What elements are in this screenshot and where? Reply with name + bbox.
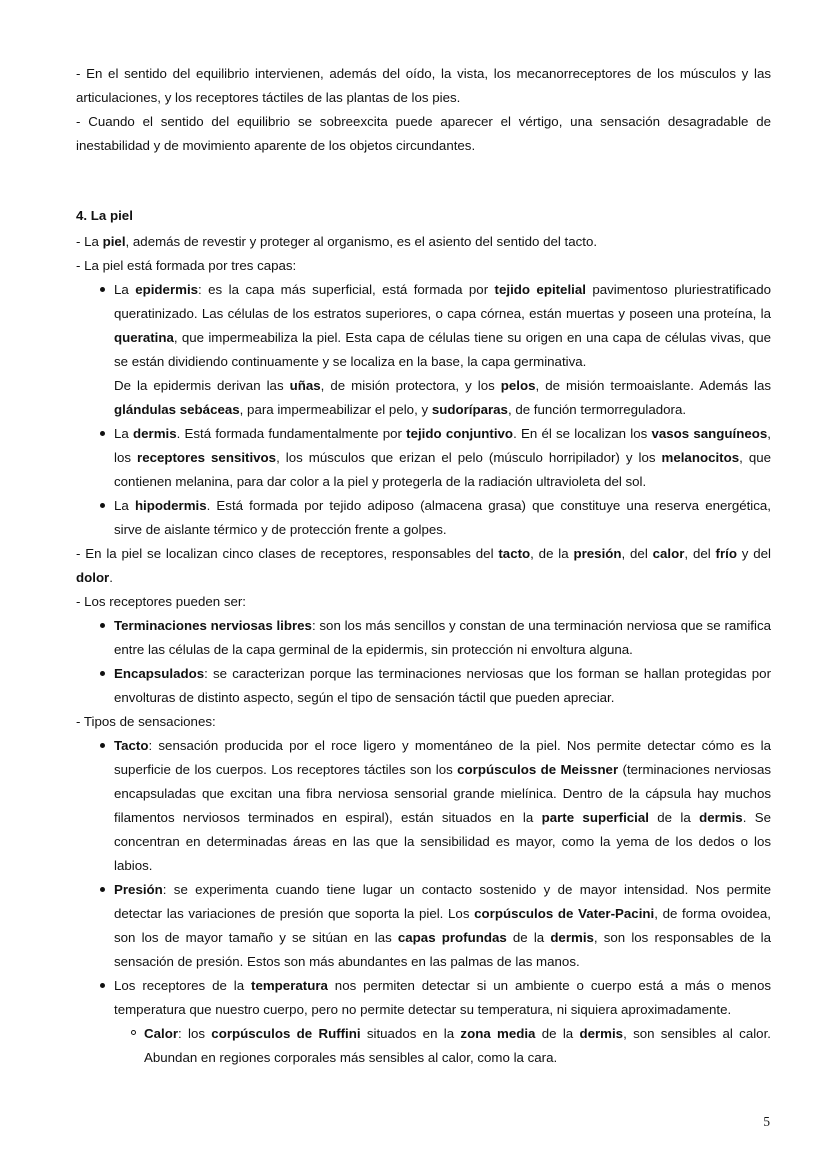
list-item-tacto: Tacto: sensación producida por el roce ligero y momentáneo de la piel. Nos permite detectar cómo es la superficie de los cuerpos. Los receptores táctiles son los corpúsculos de Meissner (terminaciones nerviosas encapsuladas que excitan una fibra nerviosa sensorial grande mielínica. Dentro de la cápsula hay muchos filamentos nerviosos terminados en espiral), están situados en la parte superficial de la dermis. Se concentran en determinadas áreas en las que la sensibilidad es mayor, como la yema de los dedos o los labios. bbox=[114, 734, 771, 878]
paragraph-receptores: - Los receptores pueden ser: bbox=[76, 594, 247, 609]
paragraph-piel: - La piel, además de revestir y proteger al organismo, es el asiento del sentido del tacto. bbox=[76, 234, 598, 249]
epidermis-derivatives: De la epidermis derivan las uñas, de misión protectora, y los pelos, de misión termoaislante. Además las glándulas sebáceas, para impermeabilizar el pelo, y sudoríparas, de función termorreguladora. bbox=[114, 378, 771, 417]
list-item-terminaciones-libres: Terminaciones nerviosas libres: son los más sencillos y constan de una terminación nerviosa que se ramifica entre las células de la capa germinal de la epidermis, sin protección ni envoltura alguna. bbox=[114, 614, 771, 662]
page-number: 5 bbox=[763, 1114, 770, 1129]
sensations-list bbox=[76, 734, 771, 1070]
layers-list bbox=[76, 278, 771, 542]
temperature-sublist bbox=[114, 1022, 771, 1070]
section-heading: 4. La piel bbox=[76, 208, 133, 223]
intro-paragraph-vertigo: - Cuando el sentido del equilibrio se sobreexcita puede aparecer el vértigo, una sensación desagradable de inestabilidad y de movimiento aparente de los objetos circundantes. bbox=[76, 114, 771, 153]
paragraph-tipos: - Tipos de sensaciones: bbox=[76, 714, 216, 729]
list-item-epidermis: La epidermis: es la capa más superficial, está formada por tejido epitelial pavimentoso pluriestratificado queratinizado. Las células de los estratos superiores, o capa córnea, están muertas y poseen una proteína, la queratina, que impermeabiliza la piel. Esta capa de células tiene su origen en una capa de células vivas, que se están dividiendo continuamente y se localiza en la base, la capa germinativa. De la epidermis derivan las uñas, de misión protectora, y los pelos, de misión termoaislante. Además las glándulas sebáceas, para impermeabilizar el pelo, y sudoríparas, de función termorreguladora. bbox=[114, 278, 771, 422]
spacer bbox=[76, 158, 771, 182]
paragraph-capas: - La piel está formada por tres capas: bbox=[76, 258, 297, 273]
list-item-dermis: La dermis. Está formada fundamentalmente por tejido conjuntivo. En él se localizan los vasos sanguíneos, los receptores sensitivos, los músculos que erizan el pelo (músculo horripilador) y los melanocitos, que contienen melanina, para dar color a la piel y protegerla de la radiación ultravioleta del sol. bbox=[114, 422, 771, 494]
list-item-calor: Calor: los corpúsculos de Ruffini situados en la zona media de la dermis, son sensibles al calor. Abundan en regiones corporales más sensibles al calor, como la cara. bbox=[144, 1022, 771, 1070]
list-item-presion: Presión: se experimenta cuando tiene lugar un contacto sostenido y de mayor intensidad. Nos permite detectar las variaciones de presión que soporta la piel. Los corpúsculos de Vater-Pacini, de forma ovoidea, son los de mayor tamaño y se sitúan en las capas profundas de la dermis, son los responsables de la sensación de presión. Estos son más abundantes en las palmas de las manos. bbox=[114, 878, 771, 974]
list-item-hipodermis: La hipodermis. Está formada por tejido adiposo (almacena grasa) que constituye una reserva energética, sirve de aislante térmico y de protección frente a golpes. bbox=[114, 494, 771, 542]
list-item-temperatura: Los receptores de la temperatura nos permiten detectar si un ambiente o cuerpo está a más o menos temperatura que nuestro cuerpo, pero no permite detectar su temperatura, ni siquiera aproximadamente. Calor: los corpúsculos de Ruffini situados en la zona media de la dermis, son sensibles al calor. Abundan en regiones corporales más sensibles al calor, como la cara. bbox=[114, 974, 771, 1070]
list-item-encapsulados: Encapsulados: se caracterizan porque las terminaciones nerviosas que los forman se hallan protegidas por envolturas de distinto aspecto, según el tipo de sensación táctil que pueden apreciar. bbox=[114, 662, 771, 710]
receptors-list bbox=[76, 614, 771, 710]
intro-paragraph-equilibrio: - En el sentido del equilibrio intervienen, además del oído, la vista, los mecanorreceptores de los músculos y las articulaciones, y los receptores táctiles de las plantas de los pies. bbox=[76, 66, 771, 105]
paragraph-receptores-clases: - En la piel se localizan cinco clases de receptores, responsables del tacto, de la presión, del calor, del frío y del dolor. bbox=[76, 546, 772, 585]
